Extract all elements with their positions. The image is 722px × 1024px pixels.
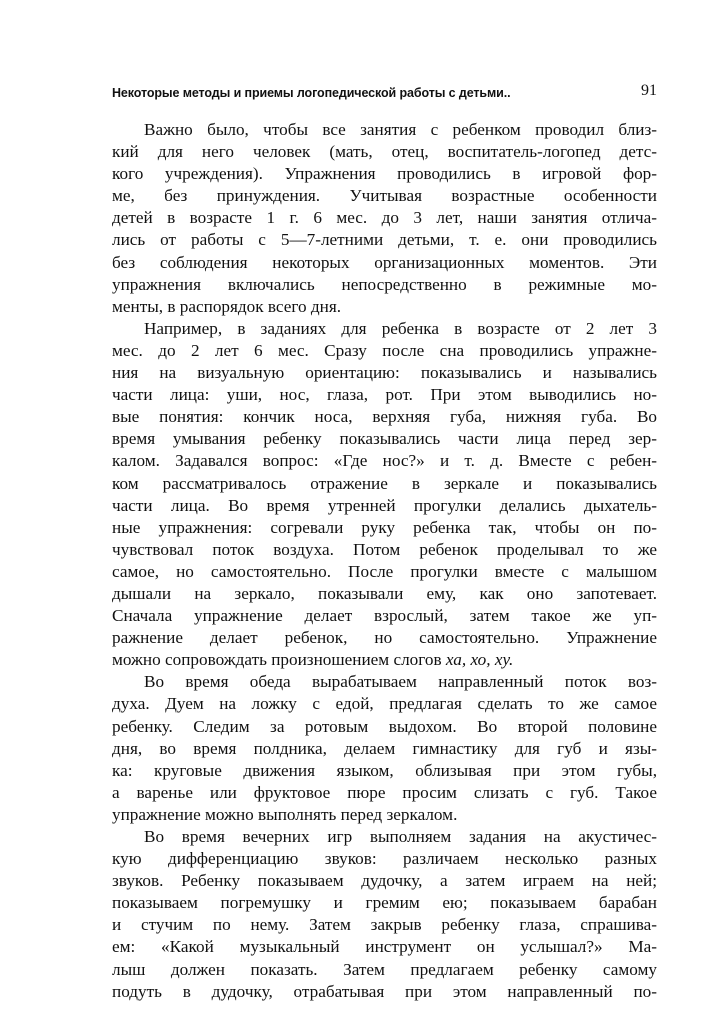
text-line: части лица. Во время утренней прогулки делались дыхатель- — [112, 495, 657, 515]
text-line: ребенку. Следим за ротовым выдохом. Во второй половине — [112, 716, 657, 736]
text-line: лись от работы с 5—7-летними детьми, т. е. они проводились — [112, 230, 657, 250]
text-line: показываем погремушку и гремим ею; показываем барабан — [112, 893, 657, 913]
text-line: лыш должен показать. Затем предлагаем ребенку самому — [112, 959, 657, 979]
text-line: менты, в распорядок всего дня. — [112, 296, 342, 316]
text-line: звуков. Ребенку показываем дудочку, а затем играем на ней; — [112, 871, 657, 891]
text-line: ка: круговые движения языком, облизывая при этом губы, — [112, 760, 657, 780]
text-line: дня, во время полдника, делаем гимнастику для губ и язы- — [112, 738, 657, 758]
text-line: и стучим по нему. Затем закрыв ребенку глаза, спрашива- — [112, 915, 657, 935]
running-head — [112, 82, 657, 102]
text-line: ния на визуальную ориентацию: показывались и назывались — [112, 363, 657, 383]
text-line: дышали на зеркало, показывали ему, как оно запотевает. — [112, 583, 657, 603]
text-line: а варенье или фруктовое пюре просим слизать с губ. Такое — [112, 782, 657, 802]
text-line: Например, в заданиях для ребенка в возрасте от 2 лет 3 — [144, 318, 657, 338]
line-text: можно сопровождать произношением слогов — [112, 650, 446, 670]
paragraph — [112, 671, 657, 826]
text-line: Важно было, чтобы все занятия с ребенком проводил близ- — [144, 120, 657, 139]
text-line: кую дифференциацию звуков: различаем несколько разных — [112, 849, 657, 869]
text-line: мес. до 2 лет 6 мес. Сразу после сна проводились упражне- — [112, 340, 657, 360]
paragraph — [112, 318, 657, 672]
text-line: детей в возрасте 1 г. 6 мес. до 3 лет, наши занятия отлича- — [112, 208, 657, 228]
text-line: ме, без принуждения. Учитывая возрастные особенности — [112, 186, 657, 206]
text-line: упражнение можно выполнять перед зеркалом. — [112, 804, 458, 824]
text-line: чувствовал поток воздуха. Потом ребенок проделывал то же — [112, 539, 657, 559]
text-line: подуть в дудочку, отрабатывая при этом направленный по- — [112, 981, 657, 1001]
text-line: части лица: уши, нос, глаза, рот. При этом выводились но- — [112, 385, 657, 405]
text-line: духа. Дуем на ложку с едой, предлагая сделать то же самое — [112, 694, 657, 714]
body-text — [112, 119, 657, 1003]
text-line: самое, но самостоятельно. После прогулки вместе с малышом — [112, 561, 657, 581]
text-line: вые понятия: кончик носа, верхняя губа, нижняя губа. Во — [112, 407, 657, 427]
text-line: ные упражнения: согревали руку ребенка так, чтобы он по- — [112, 517, 657, 537]
text-line: время умывания ребенку показывались части лица перед зер- — [112, 429, 657, 449]
text-line: ем: «Какой музыкальный инструмент он услышал?» Ма- — [112, 937, 657, 957]
text-line: Сначала упражнение делает взрослый, затем такое же уп- — [112, 606, 657, 626]
text-line: кого учреждения). Упражнения проводились в игровой фор- — [112, 164, 657, 184]
text-line: кий для него человек (мать, отец, воспитатель-логопед детс- — [112, 142, 657, 162]
text-line: ражнение делает ребенок, но самостоятельно. Упражнение — [112, 628, 657, 648]
text-line: ком рассматривалось отражение в зеркале и показывались — [112, 473, 657, 493]
text-line: упражнения включались непосредственно в режимные мо- — [112, 274, 657, 294]
page-number: 91 — [641, 82, 657, 99]
paragraph — [112, 119, 657, 318]
text-line: без соблюдения некоторых организационных моментов. Эти — [112, 252, 657, 272]
text-line: Во время обеда вырабатываем направленный поток воз- — [144, 672, 657, 692]
text-line: калом. Задавался вопрос: «Где нос?» и т. д. Вместе с ребен- — [112, 451, 657, 471]
text-line — [112, 649, 657, 671]
text-line: Во время вечерних игр выполняем задания на акустичес- — [144, 827, 657, 846]
paragraph — [112, 826, 657, 1003]
italic-syllables: ха, хо, ху. — [445, 650, 514, 670]
running-title: Некоторые методы и приемы логопедической работы с детьми.. — [112, 86, 511, 100]
